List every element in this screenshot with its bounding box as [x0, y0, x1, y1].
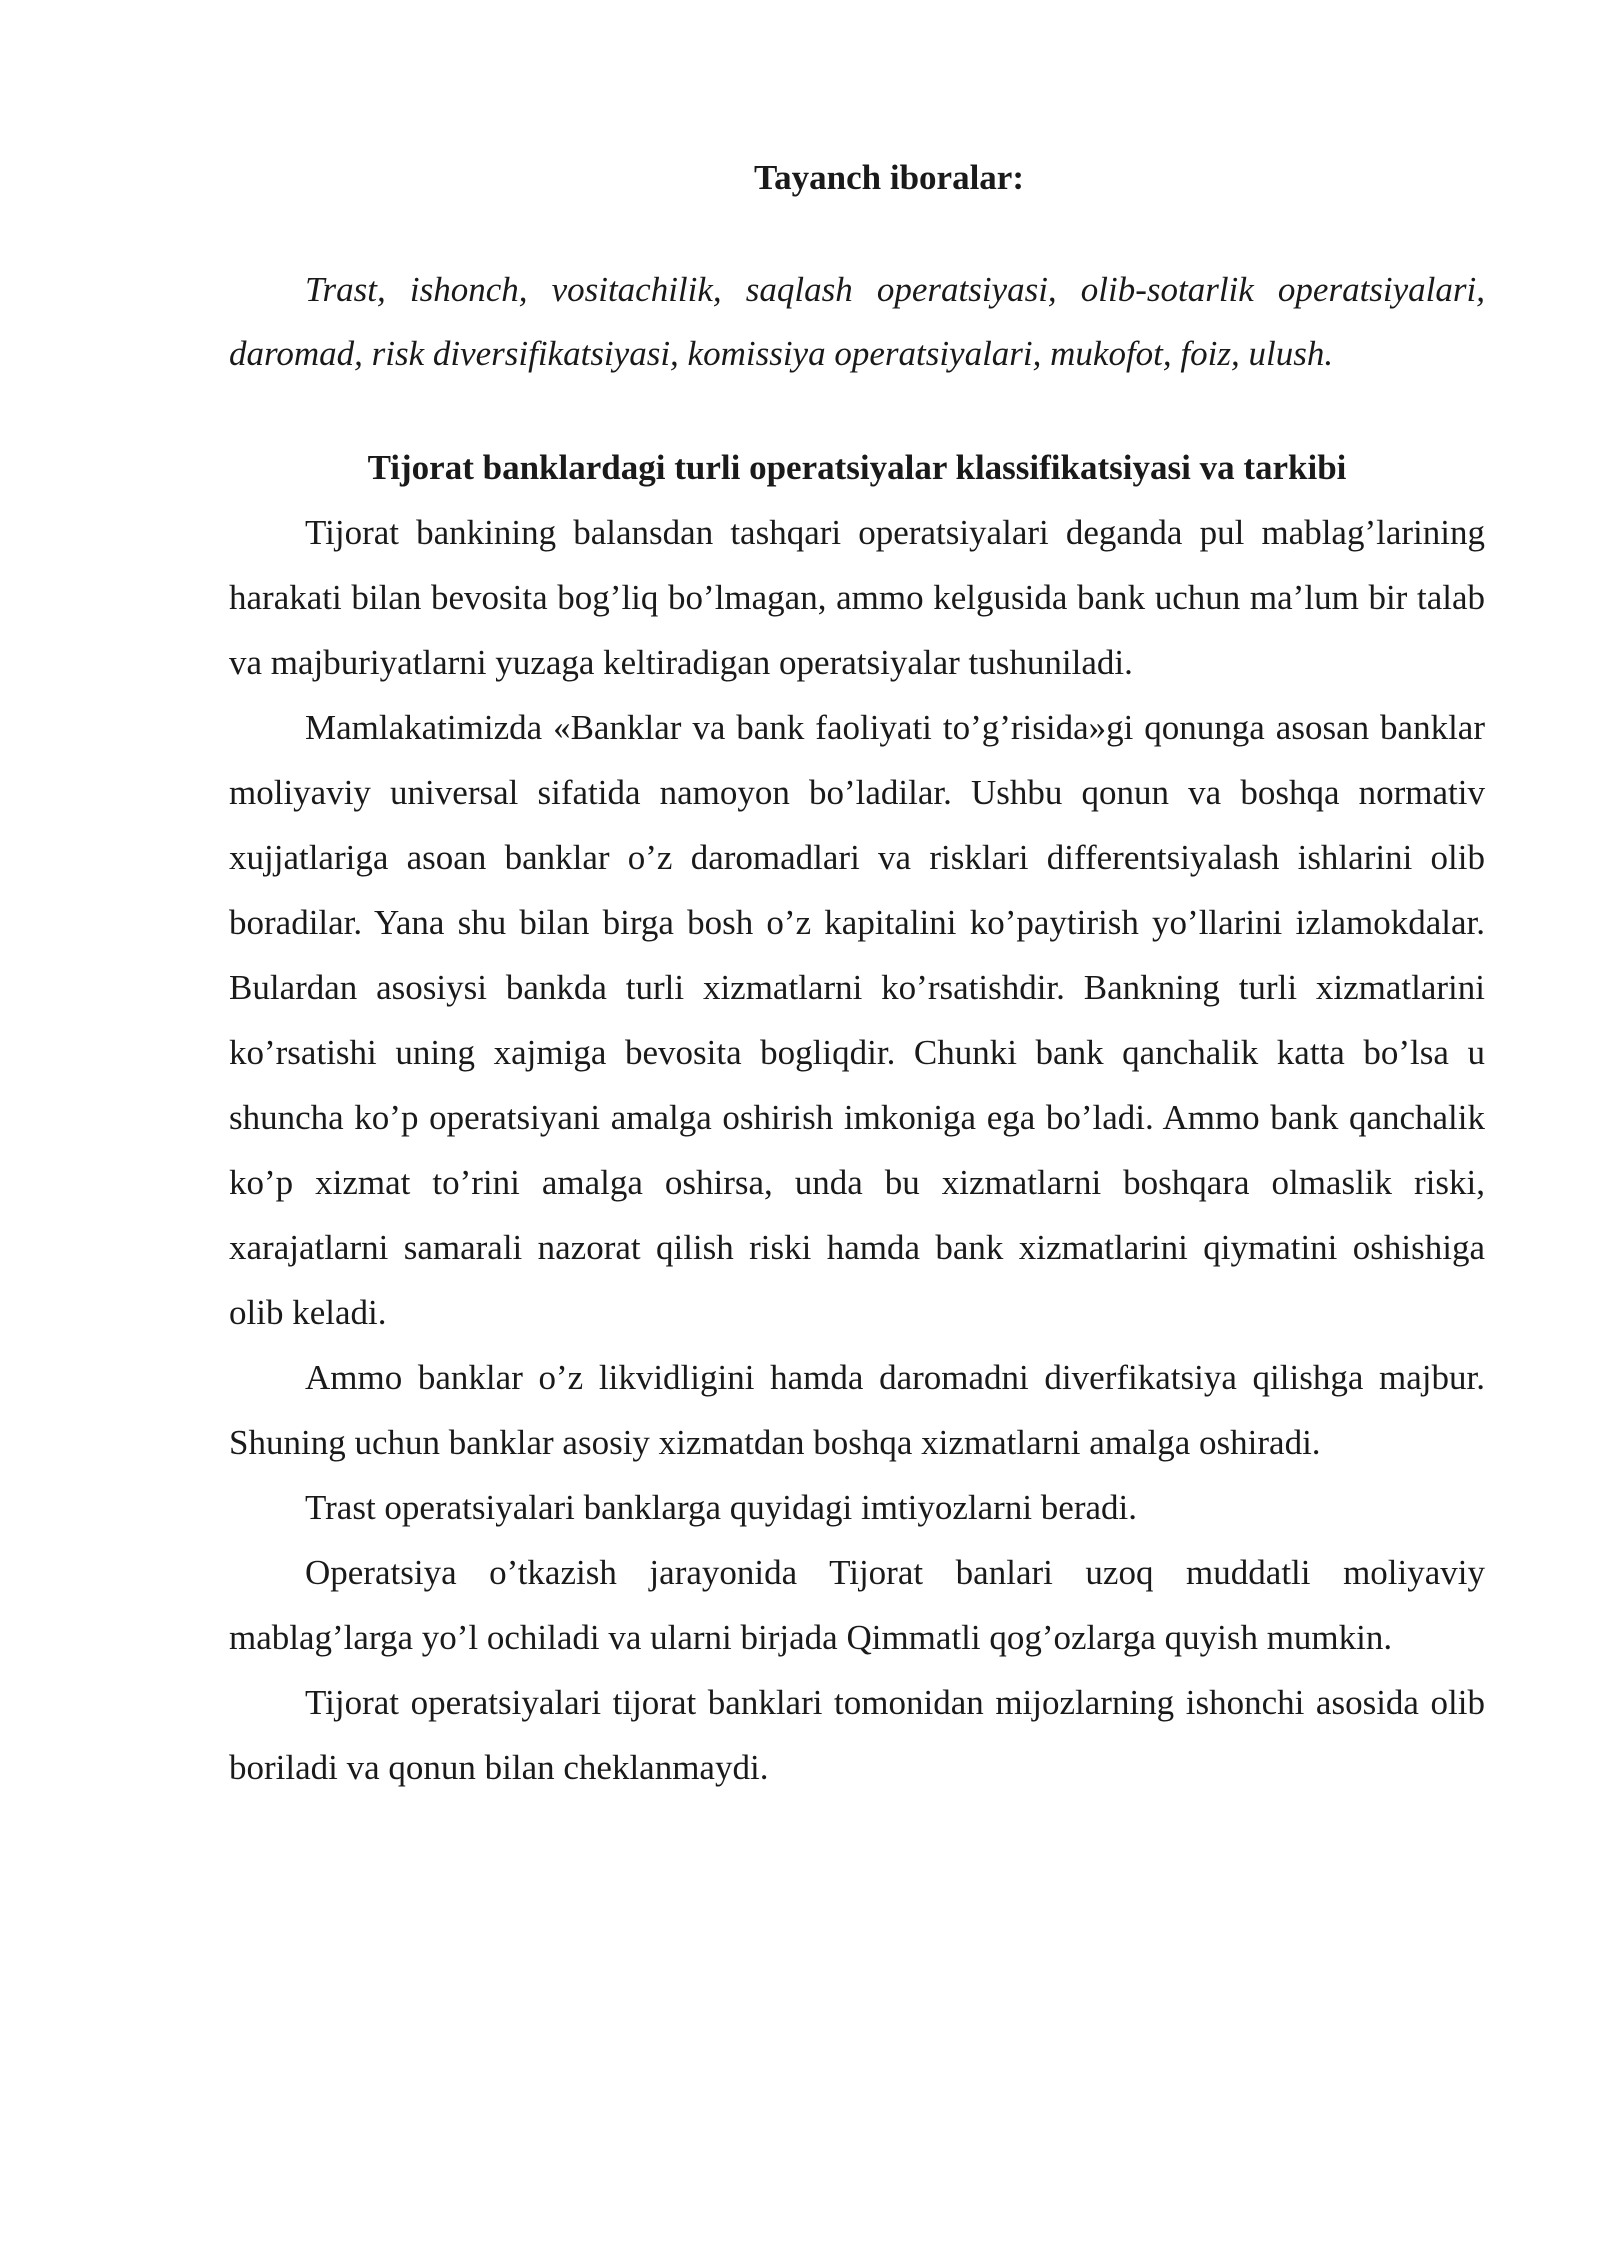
paragraph-banking-law: Mamlakatimizda «Banklar va bank faoliyati to’g’risida»gi qonunga asosan banklar moliyaviy universal sifatida namoyon bo’ladilar. Ushbu qonun va boshqa normativ xujjatlariga asoan banklar o’z daromadlari va risklari differentsiyalash ishlarini olib boradilar. Yana shu bilan birga bosh o’z kapitalini ko’paytirish yo’llarini izlamokdalar. Bulardan asosiysi bankda turli xizmatlarni ko’rsatishdir. Bankning turli xizmatlarini ko’rsatishi uning xajmiga bevosita bogliqdir. Chunki bank qanchalik katta bo’lsa u shuncha ko’p operatsiyani amalga oshirish imkoniga ega bo’ladi. Ammo bank qanchalik ko’p xizmat to’rini amalga oshirsa, unda bu xizmatlarni boshqara olmaslik riski, xarajatlarni samarali nazorat qilish riski hamda bank xizmatlarini qiymatini oshishiga olib keladi.	[229, 708, 1485, 1332]
paragraph-client-trust: Tijorat operatsiyalari tijorat banklari tomonidan mijozlarning ishonchi asosida olib boriladi va qonun bilan cheklanmaydi.	[229, 1683, 1485, 1787]
section-title: Tijorat banklardagi turli operatsiyalar klassifikatsiyasi va tarkibi	[367, 448, 1347, 487]
paragraph-liquidity: Ammo banklar o’z likvidligini hamda daromadni diverfikatsiya qilishga majbur. Shuning uchun banklar asosiy xizmatdan boshqa xizmatlarni amalga oshiradi.	[229, 1358, 1485, 1462]
paragraph-trust-benefits: Trast operatsiyalari banklarga quyidagi imtiyozlarni beradi.	[305, 1488, 1138, 1527]
document-body	[229, 146, 1485, 1800]
keywords-heading: Tayanch iboralar:	[754, 158, 1024, 197]
paragraph-long-term-funds: Operatsiya o’tkazish jarayonida Tijorat banlari uzoq muddatli moliyaviy mablag’larga yo’l ochiladi va ularni birjada Qimmatli qog’ozlarga quyish mumkin.	[229, 1553, 1485, 1657]
keywords-paragraph: Trast, ishonch, vositachilik, saqlash operatsiyasi, olib-sotarlik operatsiyalari, daromad, risk diversifikatsiyasi, komissiya operatsiyalari, mukofot, foiz, ulush.	[229, 270, 1485, 373]
paragraph-off-balance: Tijorat bankining balansdan tashqari operatsiyalari deganda pul mablag’larining harakati bilan bevosita bog’liq bo’lmagan, ammo kelgusida bank uchun ma’lum bir talab va majburiyatlarni yuzaga keltiradigan operatsiyalar tushuniladi.	[229, 513, 1485, 682]
